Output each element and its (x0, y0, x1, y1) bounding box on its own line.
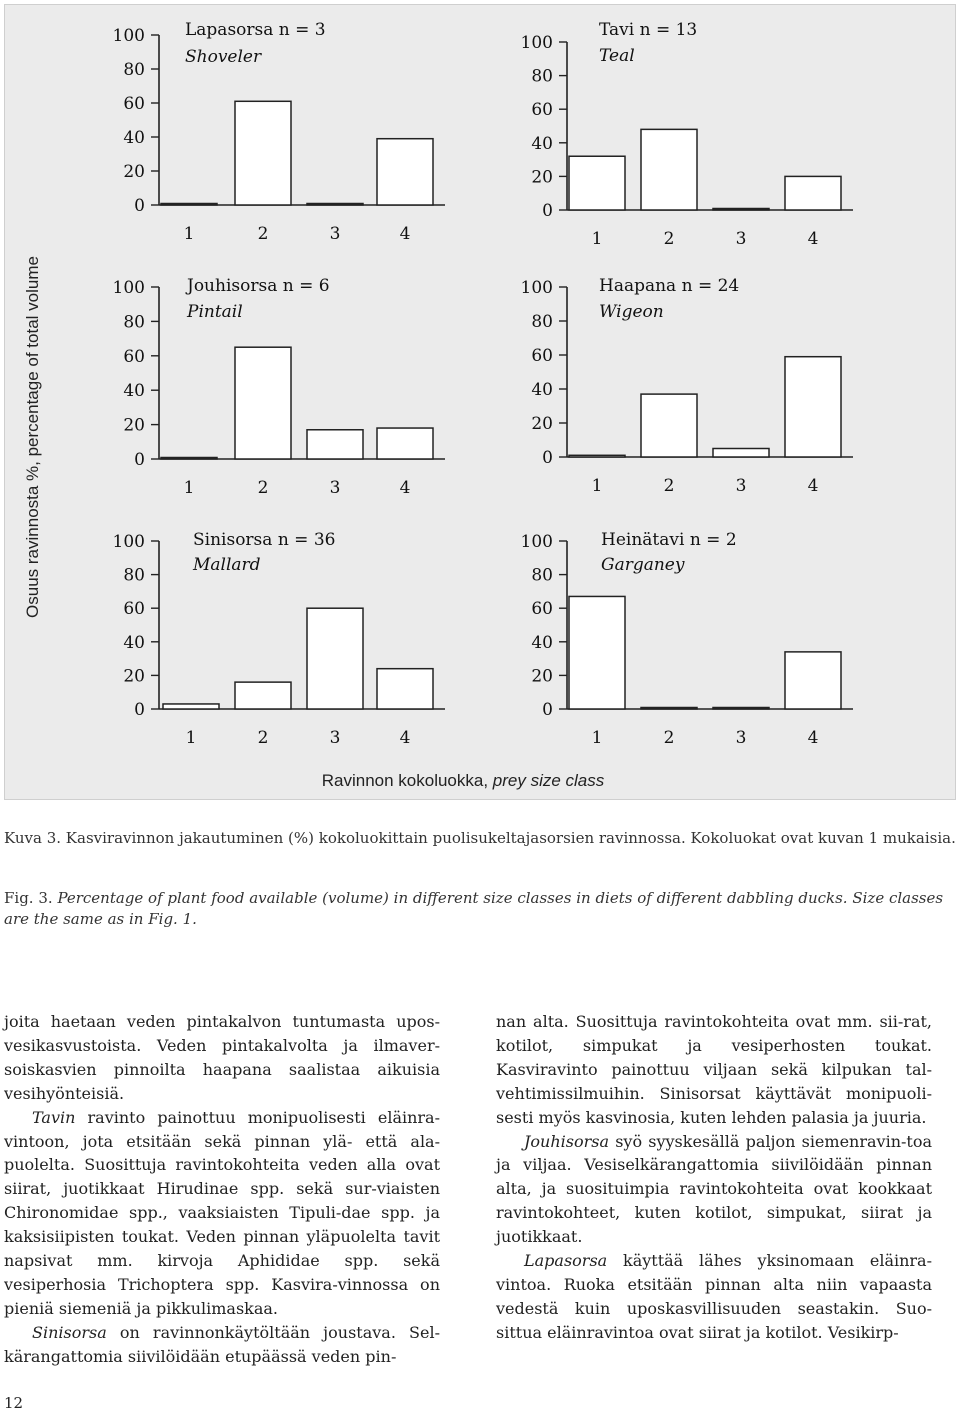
x-tick-label: 4 (807, 229, 819, 249)
x-axis-label (5, 771, 921, 791)
bar-2 (641, 394, 697, 457)
y-tick-label: 20 (123, 415, 145, 436)
x-tick-label: 1 (183, 478, 195, 498)
bar-2 (235, 347, 291, 459)
bar-4 (377, 139, 433, 205)
chart-3 (113, 276, 445, 498)
figure-panel (4, 4, 956, 800)
right-paragraph-3-text: käyttää lähes yksinomaan eläinra-vintoa. Ruoka etsitään pinnan alta niin vapaasta vedestä kuin uposkasvillisuuden seastakin. Suo-sittua eläinravintoa ovat siirat ja kotilot. Vesikirp- (496, 1251, 932, 1342)
x-tick-label: 3 (329, 728, 341, 748)
x-tick-label: 2 (257, 728, 269, 748)
left-paragraph-3-text: on ravinnonkäytöltään joustava. Sel-kärangattomia siivilöidään etupäässä veden pin- (4, 1322, 440, 1366)
y-tick-label: 80 (123, 60, 145, 80)
y-tick-label: 20 (531, 666, 553, 687)
chart-subtitle: Shoveler (185, 47, 262, 67)
bar-1 (569, 455, 625, 457)
x-tick-label: 3 (329, 224, 341, 244)
chart-6 (521, 530, 853, 748)
bar-1 (569, 596, 625, 709)
x-tick-label: 2 (663, 229, 675, 249)
y-tick-label: 40 (123, 381, 145, 402)
bar-3 (307, 608, 363, 709)
bar-3 (713, 708, 769, 710)
right-paragraph-1: nan alta. Suosittuja ravintokohteita ovat mm. sii-rat, kotilot, simpukat ja vesiperhosten toukat. Kasviravinto painottuu viljaan sekä kilpukan tal-vehtimissilmuihin. Sinisorsat käyttävät monipuoli-sesti myös kasvinosia, kuten lehden palasia ja juuria. (496, 1012, 932, 1127)
x-tick-label: 1 (185, 728, 197, 748)
caption-english-prefix: Fig. 3. (4, 889, 58, 907)
x-tick-label: 2 (257, 224, 269, 244)
y-tick-label: 80 (123, 312, 145, 333)
bar-3 (713, 209, 769, 211)
bar-4 (377, 428, 433, 459)
y-axis-label: Osuus ravinnosta %, percentage of total volume (23, 256, 42, 618)
y-tick-label: 0 (542, 700, 553, 720)
species-name-mallard: Sinisorsa (32, 1322, 107, 1342)
chart-title: Tavi n = 13 (599, 20, 698, 40)
left-paragraph-1: joita haetaan veden pintakalvon tuntumasta upos-vesikasvustoista. Veden pintakalvolta ja ilmaver-soiskasvien pinnoilta haapana saalistaa aikuisia vesihyönteisiä. (4, 1012, 440, 1103)
chart-subtitle: Garganey (601, 555, 685, 575)
x-tick-label: 3 (735, 229, 747, 249)
x-tick-label: 1 (591, 229, 603, 249)
y-tick-label: 0 (134, 196, 145, 216)
left-paragraph-2 (4, 1106, 440, 1321)
y-tick-label: 100 (112, 532, 145, 552)
x-tick-label: 1 (591, 476, 603, 496)
bar-1 (569, 156, 625, 210)
y-tick-label: 0 (134, 700, 145, 720)
caption-english (4, 888, 956, 930)
x-axis-label-main: Ravinnon kokoluokka, (321, 771, 493, 790)
chart-title: Jouhisorsa n = 6 (187, 276, 330, 296)
bar-3 (713, 449, 769, 458)
y-tick-label: 100 (112, 278, 145, 298)
x-tick-label: 3 (735, 728, 747, 748)
x-tick-label: 2 (663, 476, 675, 496)
x-tick-label: 1 (591, 728, 603, 748)
x-tick-label: 4 (399, 224, 411, 244)
species-name-shoveler: Lapasorsa (524, 1251, 608, 1271)
y-tick-label: 0 (542, 448, 553, 468)
y-tick-label: 20 (531, 167, 553, 188)
chart-2 (521, 20, 853, 249)
bar-4 (785, 357, 841, 457)
bar-4 (785, 652, 841, 709)
x-tick-label: 3 (329, 478, 341, 498)
bar-2 (235, 101, 291, 205)
caption-english-text: Percentage of plant food available (volume) in different size classes in diets of different dabbling ducks. Size classes are the same as in Fig. 1. (4, 889, 944, 928)
chart-subtitle: Teal (599, 46, 635, 66)
x-tick-label: 2 (663, 728, 675, 748)
x-tick-label: 4 (399, 478, 411, 498)
y-tick-label: 40 (531, 380, 553, 400)
right-paragraph-2 (496, 1130, 932, 1250)
y-tick-label: 40 (123, 632, 145, 653)
y-tick-label: 80 (531, 66, 553, 87)
bar-2 (235, 682, 291, 709)
left-paragraph-3 (4, 1321, 440, 1369)
y-tick-label: 0 (134, 450, 145, 470)
bar-2 (641, 708, 697, 710)
y-tick-label: 80 (531, 312, 553, 332)
y-tick-label: 60 (531, 100, 553, 121)
charts-canvas (5, 5, 955, 799)
chart-4 (521, 276, 853, 496)
species-name-teal: Tavin (32, 1107, 76, 1127)
y-tick-label: 40 (531, 133, 553, 154)
y-tick-label: 60 (123, 94, 145, 114)
y-tick-label: 60 (531, 346, 553, 366)
x-axis-label-italic: prey size class (492, 771, 605, 790)
chart-title: Lapasorsa n = 3 (185, 20, 326, 40)
right-paragraph-2-text: syö syyskesällä paljon siemenravin-toa ja viljaa. Vesiselkärangattomia siivilöidään pinnan alta, ja suosituimpia ravintokohteita ovat kookkaat ravintokohteet, kuten kotilot, simpukat, siirat ja juotikkaat. (496, 1131, 932, 1247)
y-tick-label: 100 (520, 532, 553, 552)
chart-subtitle: Wigeon (599, 302, 664, 322)
x-tick-label: 3 (735, 476, 747, 496)
y-tick-label: 20 (123, 666, 145, 687)
x-tick-label: 4 (399, 728, 411, 748)
y-tick-label: 40 (531, 632, 553, 653)
y-tick-label: 40 (123, 128, 145, 148)
bar-1 (163, 704, 219, 709)
bar-4 (377, 669, 433, 709)
body-left-column (4, 1010, 440, 1369)
bar-2 (641, 129, 697, 210)
y-tick-label: 100 (520, 278, 553, 298)
chart-title: Haapana n = 24 (599, 276, 740, 296)
bar-1 (161, 458, 217, 460)
chart-subtitle: Mallard (193, 555, 261, 575)
y-tick-label: 20 (531, 414, 553, 434)
x-tick-label: 2 (257, 478, 269, 498)
y-tick-label: 100 (112, 26, 145, 46)
page-number: 12 (4, 1394, 24, 1412)
bar-3 (307, 430, 363, 459)
body-right-column (496, 1010, 932, 1345)
x-tick-label: 4 (807, 476, 819, 496)
y-tick-label: 100 (520, 33, 553, 53)
chart-title: Sinisorsa n = 36 (193, 530, 336, 550)
y-tick-label: 0 (542, 201, 553, 221)
caption-finnish: Kuva 3. Kasviravinnon jakautuminen (%) kokoluokittain puolisukeltajasorsien ravinnossa. Kokoluokat ovat kuvan 1 mukaisia. (4, 829, 956, 847)
chart-subtitle: Pintail (187, 302, 243, 322)
chart-title: Heinätavi n = 2 (601, 530, 737, 550)
left-paragraph-2-text: ravinto painottuu monipuolisesti eläinra-vintoon, jota etsitään sekä pinnan ylä- että ala-puolelta. Suosittuja ravintokohteita veden alla ovat siirat, juotikkaat Hirudinae spp. sekä sur-viaisten Chironomidae spp., vaaksiaisten Tipuli-dae spp. ja kaksisiipisten toukat. Veden pinnan yläpuolelta tavit napsivat mm. kirvoja Aphididae spp. sekä vesiperhosia Trichoptera spp. Kasvira-vinnossa on pieniä siemeniä ja pikkulimaskaa. (4, 1107, 440, 1318)
chart-1 (113, 20, 445, 244)
bar-3 (307, 204, 363, 206)
y-tick-label: 60 (531, 599, 553, 620)
bar-1 (161, 204, 217, 206)
species-name-pintail: Jouhisorsa (524, 1131, 610, 1151)
y-tick-label: 60 (123, 346, 145, 367)
x-tick-label: 4 (807, 728, 819, 748)
y-tick-label: 80 (123, 565, 145, 586)
bar-4 (785, 176, 841, 210)
y-tick-label: 60 (123, 599, 145, 620)
y-tick-label: 80 (531, 565, 553, 586)
x-tick-label: 1 (183, 224, 195, 244)
right-paragraph-3 (496, 1249, 932, 1345)
y-tick-label: 20 (123, 162, 145, 182)
chart-5 (113, 530, 445, 748)
